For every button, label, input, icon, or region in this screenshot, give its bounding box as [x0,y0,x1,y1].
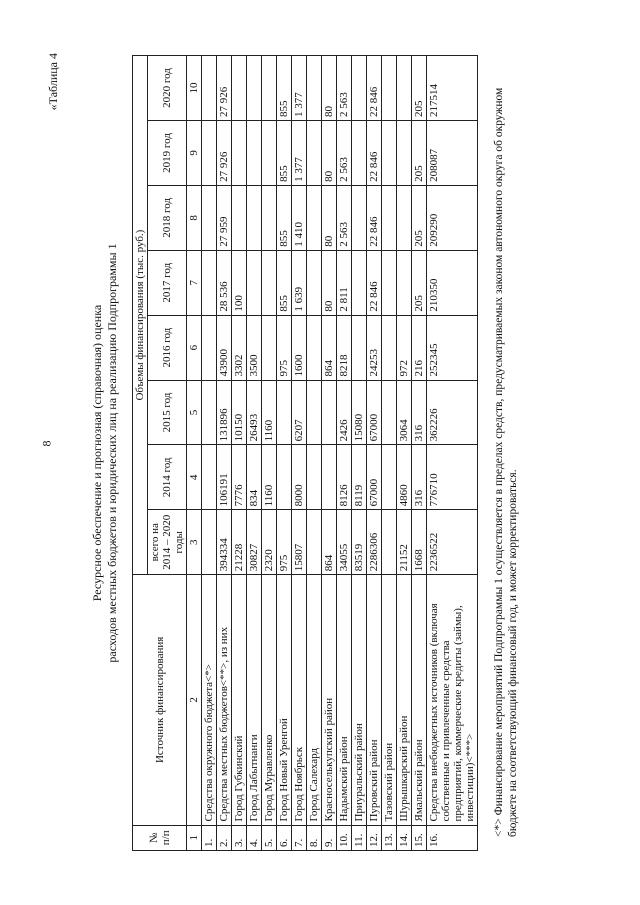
row-value: 3302 [232,315,247,380]
row-value: 21228 [232,509,247,574]
row-value: 2 563 [337,185,352,250]
row-value [247,185,262,250]
row-value: 209290 [427,185,478,250]
row-value [202,444,217,509]
row-value [202,120,217,185]
row-value: 22 846 [367,185,382,250]
header-source: Источник финансирования [133,574,187,824]
row-number: 15. [412,825,427,850]
row-value: 4860 [397,444,412,509]
row-value: 2426 [337,380,352,445]
row-value [247,120,262,185]
row-source: Красноселькупский район [322,574,337,824]
column-number: 6 [187,315,202,380]
row-source: Средства внебюджетных источников (включая собственные и привлеченные средства предприятий, коммерческие кредиты (займы), инвестиции)<***> [427,574,478,824]
row-value: 205 [412,120,427,185]
row-source: Город Ноябрьск [292,574,307,824]
row-value: 2 811 [337,250,352,315]
table-row [292,55,307,850]
row-value: 1 377 [292,55,307,120]
row-value: 15807 [292,509,307,574]
row-value: 7776 [232,444,247,509]
row-value [307,444,322,509]
row-value: 6207 [292,380,307,445]
row-value [202,185,217,250]
row-value [382,120,397,185]
column-number: 4 [187,444,202,509]
header-year: 2015 год [148,380,187,445]
table-title [90,47,120,859]
row-number: 11. [352,825,367,850]
row-value [202,250,217,315]
row-value: 15080 [352,380,367,445]
title-line-2: расходов местных бюджетов и юридических лиц на реализацию Подпрограммы 1 [105,242,119,663]
row-value [307,380,322,445]
table-row [382,55,397,850]
row-value: 316 [412,444,427,509]
row-value: 1160 [262,380,277,445]
row-source: Пуровский район [367,574,382,824]
row-value: 30827 [247,509,262,574]
row-value: 21152 [397,509,412,574]
row-value: 80 [322,120,337,185]
header-year: 2016 год [148,315,187,380]
table-body [202,55,478,850]
row-value: 205 [412,185,427,250]
row-value [307,250,322,315]
row-value: 208087 [427,120,478,185]
row-source: Приуральский район [352,574,367,824]
header-year: 2014 год [148,444,187,509]
column-number: 10 [187,55,202,120]
row-value [397,250,412,315]
table-row [247,55,262,850]
row-value: 1 377 [292,120,307,185]
column-number: 3 [187,509,202,574]
row-value: 975 [277,509,292,574]
row-value [397,185,412,250]
row-value: 10150 [232,380,247,445]
row-value [262,120,277,185]
row-source: Город Салехард [307,574,322,824]
footnote: <*> Финансирование мероприятий Подпрограммы 1 осуществляется в пределах средств, предусматриваемых законом автономного округа об окружном бюджете на соответствующий финансовый год, и может корректироваться. [493,87,519,837]
row-value: 205 [412,55,427,120]
row-value [397,120,412,185]
row-value [352,250,367,315]
row-value: 2236522 [427,509,478,574]
row-value: 27 926 [217,55,232,120]
row-value: 8126 [337,444,352,509]
row-number: 1. [202,825,217,850]
row-value [307,185,322,250]
row-value [307,315,322,380]
column-number: 1 [187,825,202,850]
column-number: 5 [187,380,202,445]
row-source: Шурышкарский район [397,574,412,824]
row-value: 2 563 [337,55,352,120]
row-value [322,380,337,445]
row-value: 972 [397,315,412,380]
header-total: всего на 2014 – 2020 годы [148,509,187,574]
row-source: Город Лабытнанги [247,574,262,824]
row-value [277,444,292,509]
column-number: 9 [187,120,202,185]
row-value [262,185,277,250]
row-value: 834 [247,444,262,509]
column-number: 7 [187,250,202,315]
row-value: 80 [322,185,337,250]
row-number: 12. [367,825,382,850]
row-number: 8. [307,825,322,850]
row-value [382,185,397,250]
row-source: Средства окружного бюджета<*> [202,574,217,824]
row-value: 1 410 [292,185,307,250]
row-value [202,315,217,380]
row-value [397,55,412,120]
table-row [202,55,217,850]
row-value [262,315,277,380]
row-number: 3. [232,825,247,850]
row-value: 67000 [367,444,382,509]
row-value: 2320 [262,509,277,574]
row-value: 28 536 [217,250,232,315]
table-row [322,55,337,850]
row-value: 1160 [262,444,277,509]
row-value: 855 [277,185,292,250]
row-value: 80 [322,250,337,315]
row-value: 1 639 [292,250,307,315]
row-value: 34055 [337,509,352,574]
column-number: 8 [187,185,202,250]
row-value: 252345 [427,315,478,380]
row-source: Средства местных бюджетов<**>, из них [217,574,232,824]
row-value: 22 846 [367,120,382,185]
row-value [352,315,367,380]
row-value: 217514 [427,55,478,120]
table-label: «Таблица 4 [46,52,60,110]
row-value [202,380,217,445]
header-no: № п/п [133,825,187,850]
row-value [232,120,247,185]
row-number: 13. [382,825,397,850]
row-value [382,315,397,380]
row-value: 83519 [352,509,367,574]
row-value: 24253 [367,315,382,380]
row-number: 5. [262,825,277,850]
row-value: 8119 [352,444,367,509]
row-value: 27 959 [217,185,232,250]
row-source: Город Новый Уренгой [277,574,292,824]
row-value: 22 846 [367,250,382,315]
table-row [262,55,277,850]
row-value [307,55,322,120]
row-number: 10. [337,825,352,850]
row-value: 362226 [427,380,478,445]
row-value: 864 [322,315,337,380]
row-value: 8000 [292,444,307,509]
row-value [307,120,322,185]
row-number: 16. [427,825,478,850]
row-value: 855 [277,120,292,185]
table-row [307,55,322,850]
row-value: 205 [412,250,427,315]
rotated-page-content [40,47,600,859]
row-source: Город Губкинский [232,574,247,824]
row-value [232,185,247,250]
row-value [247,55,262,120]
row-source: Город Муравленко [262,574,277,824]
row-value [232,55,247,120]
row-value [352,120,367,185]
column-number-row [187,55,202,850]
table-row [397,55,412,850]
row-value [307,509,322,574]
row-value [382,380,397,445]
row-value: 3064 [397,380,412,445]
column-number: 2 [187,574,202,824]
row-value [352,185,367,250]
row-value: 210350 [427,250,478,315]
title-line-1: Ресурсное обеспечение и прогнозная (справочная) оценка [90,304,104,601]
table-row [352,55,367,850]
row-value: 1600 [292,315,307,380]
row-value: 22 846 [367,55,382,120]
row-number: 14. [397,825,412,850]
table-row [232,55,247,850]
row-value [247,250,262,315]
row-number: 7. [292,825,307,850]
row-value: 394334 [217,509,232,574]
row-value: 1668 [412,509,427,574]
row-value: 100 [232,250,247,315]
row-value [202,509,217,574]
header-year: 2018 год [148,185,187,250]
table-row [217,55,232,850]
row-source: Надымский район [337,574,352,824]
page-number: 8 [39,440,54,447]
row-value: 2286306 [367,509,382,574]
row-number: 4. [247,825,262,850]
row-value: 855 [277,55,292,120]
row-value [382,444,397,509]
row-value: 8218 [337,315,352,380]
row-value [382,55,397,120]
header-volumes: Объемы финансирования (тыс. руб.) [133,55,148,574]
row-value: 855 [277,250,292,315]
row-value: 975 [277,315,292,380]
row-value: 131896 [217,380,232,445]
row-value [352,55,367,120]
row-value: 106191 [217,444,232,509]
row-value: 3500 [247,315,262,380]
row-value [382,250,397,315]
row-value: 864 [322,509,337,574]
row-value: 27 926 [217,120,232,185]
financing-table [132,55,478,851]
row-value [262,250,277,315]
header-year: 2020 год [148,55,187,120]
row-value: 67000 [367,380,382,445]
row-value: 316 [412,380,427,445]
row-number: 2. [217,825,232,850]
row-source: Ямальский район [412,574,427,824]
row-value: 26493 [247,380,262,445]
row-value [202,55,217,120]
row-value [262,55,277,120]
table-row [367,55,382,850]
row-value: 43900 [217,315,232,380]
row-value [277,380,292,445]
table-row [337,55,352,850]
row-value: 776710 [427,444,478,509]
row-number: 6. [277,825,292,850]
table-row [277,55,292,850]
row-value [322,444,337,509]
row-value: 80 [322,55,337,120]
row-source: Тазовский район [382,574,397,824]
row-value [382,509,397,574]
row-value: 2 563 [337,120,352,185]
row-number: 9. [322,825,337,850]
header-year: 2017 год [148,250,187,315]
table-row [427,55,478,850]
row-value: 216 [412,315,427,380]
table-row [412,55,427,850]
header-year: 2019 год [148,120,187,185]
